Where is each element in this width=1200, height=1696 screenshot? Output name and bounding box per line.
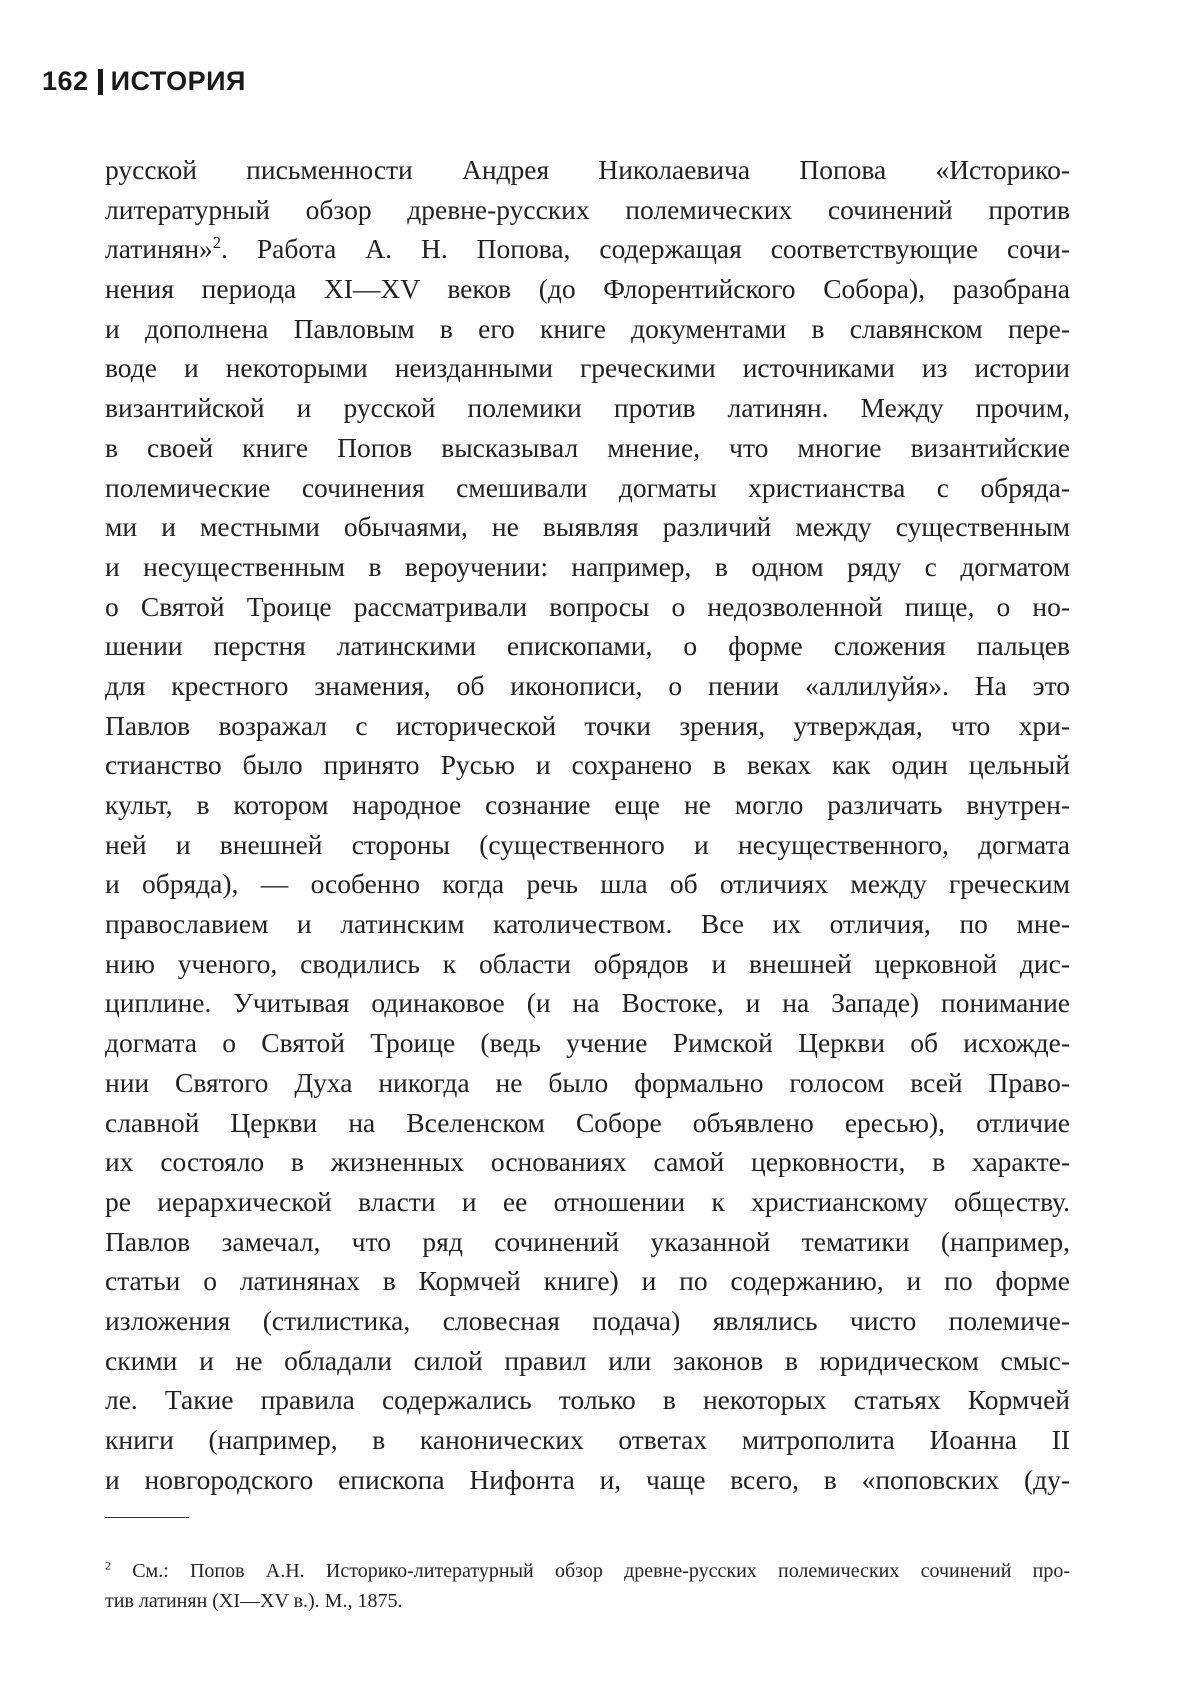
- text-line: культ, в котором народное сознание еще не могло различать внутрен-: [105, 789, 1070, 820]
- text-line: ле. Такие правила содержались только в некоторых статьях Кормчей: [105, 1384, 1070, 1416]
- text-line: скими и не обладали силой правил или законов в юридическом смыс-: [105, 1344, 1070, 1376]
- text-line: догмата о Святой Троице (ведь учение Римской Церкви об исхожде-: [105, 1027, 1070, 1059]
- header-separator-bar: [98, 69, 103, 95]
- text-line: для крестного знамения, об иконописи, о пении «аллилуйя». На это: [105, 669, 1070, 701]
- text-line: Павлов замечал, что ряд сочинений указанной тематики (например,: [105, 1225, 1070, 1257]
- text-line: стианство было принято Русью и сохранено в веках как один цельный: [105, 749, 1070, 781]
- text-line: православием и латинским католичеством. Все их отличия, по мне-: [105, 908, 1070, 940]
- text-line: славной Церкви на Вселенском Соборе объявлено ересью), отличие: [105, 1106, 1070, 1138]
- text-line: ми и местными обычаями, не выявляя различий между существенным: [105, 511, 1070, 543]
- footnote-reference[interactable]: 2: [212, 233, 222, 253]
- text-line: и несущественным в вероучении: например, в одном ряду с догматом: [105, 550, 1070, 582]
- footnote-number: 2: [105, 1558, 111, 1573]
- text-line: нии Святого Духа никогда не было формально голосом всей Право-: [105, 1066, 1070, 1098]
- text-line: книги (например, в канонических ответах митрополита Иоанна II: [105, 1424, 1070, 1455]
- text-line: полемические сочинения смешивали догматы христианства с обряда-: [105, 471, 1070, 503]
- text-line: ре иерархической власти и ее отношении к христианскому обществу.: [105, 1185, 1070, 1217]
- text-line: шении перстня латинскими епископами, о форме сложения пальцев: [105, 630, 1070, 662]
- footnote-text: См.: Попов А.Н. Историко-литературный обзор древне-русских полемических сочинений про-: [111, 1560, 1070, 1582]
- text-line: Павлов возражал с исторической точки зрения, утверждая, что хри-: [105, 709, 1070, 741]
- text-line: статьи о латинянах в Кормчей книге) и по содержанию, и по форме: [105, 1265, 1070, 1297]
- footnote-line: [105, 1556, 1070, 1586]
- text-line: циплине. Учитывая одинаковое (и на Востоке, и на Западе) понимание: [105, 987, 1070, 1019]
- text-line: нию ученого, сводились к области обрядов и внешней церковной дис-: [105, 947, 1070, 979]
- footnote: [105, 1556, 1070, 1616]
- text-line-with-note: [105, 229, 1070, 269]
- text-line: русской письменности Андрея Николаевича Попова «Историко-: [105, 154, 1070, 185]
- running-head: [42, 66, 246, 97]
- text-line: о Святой Троице рассматривали вопросы о недозволенной пище, о но-: [105, 590, 1070, 622]
- footnote-divider: [105, 1517, 189, 1518]
- body-text: [105, 150, 1070, 1499]
- text-line: и дополнена Павловым в его книге документами в славянском пере-: [105, 312, 1070, 344]
- text-line: и обряда), — особенно когда речь шла об отличиях между греческим: [105, 868, 1070, 900]
- footnote-line: тив латинян (XI—XV в.). М., 1875.: [105, 1590, 403, 1612]
- text-line: литературный обзор древне-русских полемических сочинений против: [105, 193, 1070, 225]
- text-line: и новгородского епископа Нифонта и, чаще всего, в «поповских (ду-: [105, 1463, 1070, 1495]
- page-number: 162: [42, 66, 89, 96]
- text-line: византийской и русской полемики против латинян. Между прочим,: [105, 392, 1070, 424]
- text-line: ней и внешней стороны (существенного и несущественного, догмата: [105, 828, 1070, 860]
- text-line: их состояло в жизненных основаниях самой церковности, в характе-: [105, 1146, 1070, 1178]
- text-line: воде и некоторыми неизданными греческими источниками из истории: [105, 352, 1070, 384]
- text-line: изложения (стилистика, словесная подача) являлись чисто полемиче-: [105, 1304, 1070, 1336]
- text-line: в своей книге Попов высказывал мнение, что многие византийские: [105, 431, 1070, 463]
- text-fragment: . Работа А. Н. Попова, содержащая соответствующие сочи-: [221, 233, 1070, 265]
- text-fragment: латинян»: [105, 233, 213, 265]
- section-title: ИСТОРИЯ: [110, 66, 246, 96]
- text-line: нения периода XI—XV веков (до Флорентийского Собора), разобрана: [105, 273, 1070, 305]
